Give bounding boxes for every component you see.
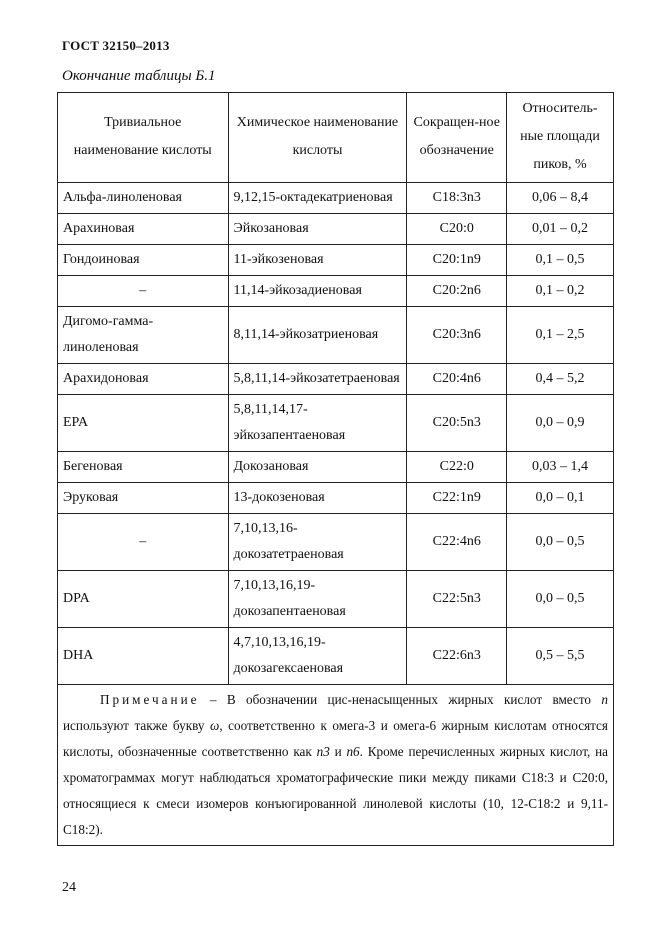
chemical-name-cell: 7,10,13,16,19-докозапентаеновая [228, 571, 407, 628]
fatty-acids-table [57, 92, 614, 846]
relative-area-cell: 0,1 – 0,5 [507, 245, 614, 276]
trivial-name-cell: Альфа-линоленовая [58, 183, 229, 214]
abbreviation-cell: C20:4n6 [407, 364, 507, 395]
table-row [58, 183, 614, 214]
table-row [58, 245, 614, 276]
table-row [58, 483, 614, 514]
column-header-chemical: Химическое наименование кислоты [228, 93, 407, 183]
note-symbol-n6: n6 [346, 744, 360, 759]
abbreviation-cell: C22:5n3 [407, 571, 507, 628]
page-number: 24 [62, 880, 76, 895]
column-header-relative-area: Относитель-ные площади пиков, % [507, 93, 614, 183]
chemical-name-cell: Эйкозановая [228, 214, 407, 245]
note-symbol-omega: ω [210, 718, 220, 733]
relative-area-cell: 0,01 – 0,2 [507, 214, 614, 245]
note-label: Примечание [100, 692, 200, 707]
table-row [58, 214, 614, 245]
relative-area-cell: 0,1 – 0,2 [507, 276, 614, 307]
trivial-name-cell: Гондоиновая [58, 245, 229, 276]
abbreviation-cell: C20:2n6 [407, 276, 507, 307]
abbreviation-cell: C20:0 [407, 214, 507, 245]
abbreviation-cell: C20:1n9 [407, 245, 507, 276]
note-symbol-n3: n3 [316, 744, 330, 759]
table-row [58, 452, 614, 483]
document-header: ГОСТ 32150–2013 [62, 38, 170, 53]
table-row [58, 307, 614, 364]
relative-area-cell: 0,0 – 0,5 [507, 514, 614, 571]
table-row [58, 514, 614, 571]
abbreviation-cell: C22:0 [407, 452, 507, 483]
trivial-name-cell: Арахиновая [58, 214, 229, 245]
column-header-trivial: Тривиальное наименование кислоты [58, 93, 229, 183]
trivial-name-cell: EPA [58, 395, 229, 452]
relative-area-cell: 0,5 – 5,5 [507, 628, 614, 685]
trivial-name-cell: – [58, 276, 229, 307]
chemical-name-cell: 4,7,10,13,16,19-докозагексаеновая [228, 628, 407, 685]
trivial-name-cell: – [58, 514, 229, 571]
note-text: – В обозначении цис-ненасыщенных жирных кислот вместо [199, 692, 602, 707]
note-symbol-n: n [601, 692, 608, 707]
chemical-name-cell: 11,14-эйкозадиеновая [228, 276, 407, 307]
relative-area-cell: 0,06 – 8,4 [507, 183, 614, 214]
chemical-name-cell: 9,12,15-октадекатриеновая [228, 183, 407, 214]
chemical-name-cell: 5,8,11,14-эйкозатетраеновая [228, 364, 407, 395]
relative-area-cell: 0,0 – 0,5 [507, 571, 614, 628]
trivial-name-cell: DPA [58, 571, 229, 628]
abbreviation-cell: C22:1n9 [407, 483, 507, 514]
abbreviation-cell: C22:4n6 [407, 514, 507, 571]
relative-area-cell: 0,03 – 1,4 [507, 452, 614, 483]
table-note [58, 685, 614, 846]
chemical-name-cell: 7,10,13,16-докозатетраеновая [228, 514, 407, 571]
note-text: . Кроме перечисленных жирных кислот, на хроматограммах могут наблюдаться хроматографические пики между пиками C18:3 и C20:0, относящиеся к смеси изомеров конъюгированной линолевой кислоты (10, 12-C18:2 и 9,11-C18:2). [63, 744, 608, 837]
abbreviation-cell: C20:5n3 [407, 395, 507, 452]
abbreviation-cell: C22:6n3 [407, 628, 507, 685]
table-caption: Окончание таблицы Б.1 [62, 68, 216, 84]
note-text: и [329, 744, 347, 759]
note-row [58, 685, 614, 846]
table-row [58, 364, 614, 395]
table-row [58, 276, 614, 307]
relative-area-cell: 0,1 – 2,5 [507, 307, 614, 364]
relative-area-cell: 0,0 – 0,9 [507, 395, 614, 452]
relative-area-cell: 0,4 – 5,2 [507, 364, 614, 395]
trivial-name-cell: Бегеновая [58, 452, 229, 483]
trivial-name-cell: Эруковая [58, 483, 229, 514]
trivial-name-cell: Арахидоновая [58, 364, 229, 395]
table-row [58, 395, 614, 452]
abbreviation-cell: C20:3n6 [407, 307, 507, 364]
table-row [58, 571, 614, 628]
relative-area-cell: 0,0 – 0,1 [507, 483, 614, 514]
chemical-name-cell: Докозановая [228, 452, 407, 483]
table-row [58, 628, 614, 685]
note-text: используют также букву [63, 718, 211, 733]
trivial-name-cell: DHA [58, 628, 229, 685]
chemical-name-cell: 13-докозеновая [228, 483, 407, 514]
chemical-name-cell: 8,11,14-эйкозатриеновая [228, 307, 407, 364]
trivial-name-cell: Дигомо-гамма-линоленовая [58, 307, 229, 364]
chemical-name-cell: 11-эйкозеновая [228, 245, 407, 276]
chemical-name-cell: 5,8,11,14,17-эйкозапентаеновая [228, 395, 407, 452]
abbreviation-cell: C18:3n3 [407, 183, 507, 214]
column-header-abbreviation: Сокращен-ное обозначение [407, 93, 507, 183]
table-header-row [58, 93, 614, 183]
note-text: , соответственно к омега-3 и омега-6 жирным кислотам относятся кислоты, обозначенные соответственно как [63, 718, 608, 759]
